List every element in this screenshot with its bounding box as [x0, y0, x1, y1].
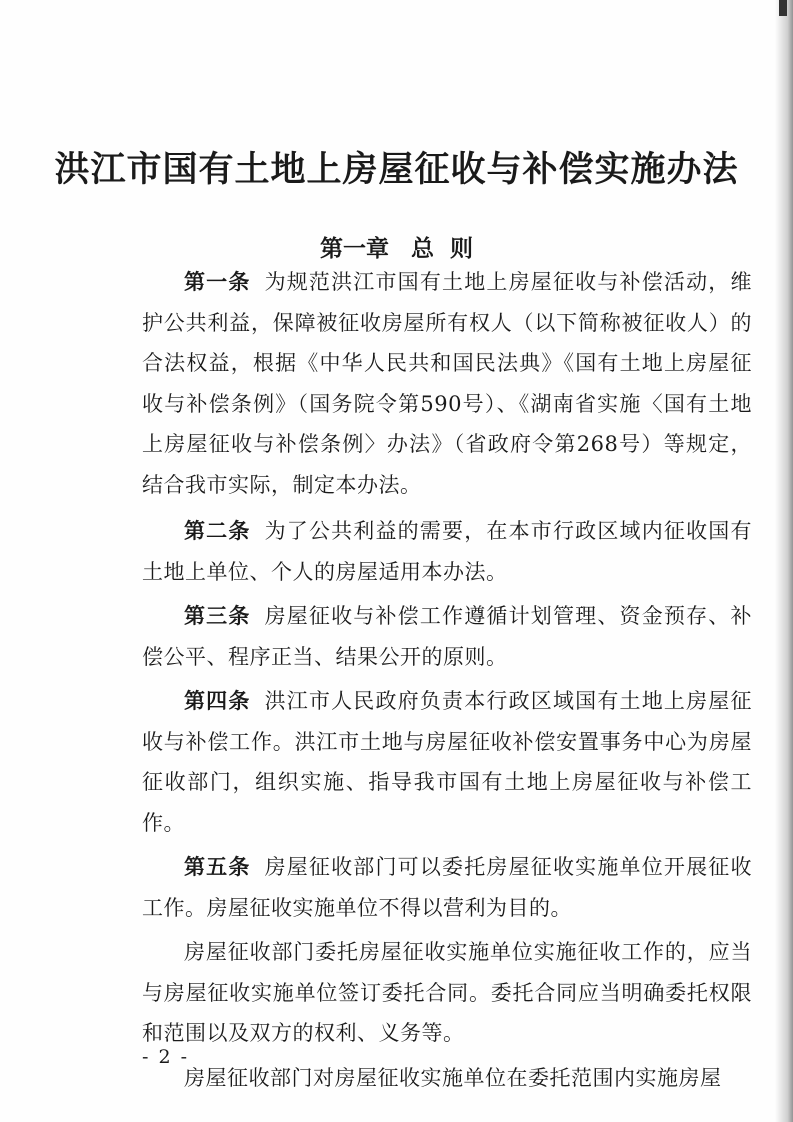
article-number: 第五条	[184, 855, 251, 879]
article-text: 为了公共利益的需要，在本市行政区域内征收国有土地上单位、个人的房屋适用本办法。	[142, 519, 752, 584]
body-paragraph	[142, 1058, 752, 1099]
article-number: 第三条	[184, 604, 251, 628]
chapter-heading	[0, 230, 793, 263]
article-number: 第四条	[184, 689, 251, 713]
article-paragraph	[142, 511, 752, 592]
article-paragraph	[142, 596, 752, 677]
document-body	[142, 262, 752, 1098]
chapter-name: 总 则	[410, 236, 473, 262]
scan-corner-mark	[779, 0, 787, 16]
paragraph-text: 房屋征收部门对房屋征收实施单位在委托范围内实施房屋	[184, 1065, 722, 1090]
article-number: 第一条	[184, 270, 251, 294]
article-paragraph	[142, 847, 752, 928]
article-number: 第二条	[184, 519, 251, 543]
paragraph-text: 房屋征收部门委托房屋征收实施单位实施征收工作的，应当与房屋征收实施单位签订委托合同。委托合同应当明确委托权限和范围以及双方的权利、义务等。	[142, 940, 752, 1045]
article-text: 房屋征收与补偿工作遵循计划管理、资金预存、补偿公平、程序正当、结果公开的原则。	[142, 604, 752, 669]
body-paragraph	[142, 932, 752, 1054]
article-paragraph	[142, 262, 752, 505]
document-title: 洪江市国有土地上房屋征收与补偿实施办法	[54, 150, 739, 190]
article-text: 房屋征收部门可以委托房屋征收实施单位开展征收工作。房屋征收实施单位不得以营利为目的。	[142, 855, 752, 920]
page-number: - 2 -	[142, 1046, 190, 1068]
article-text: 洪江市人民政府负责本行政区域国有土地上房屋征收与补偿工作。洪江市土地与房屋征收补偿安置事务中心为房屋征收部门，组织实施、指导我市国有土地上房屋征收与补偿工作。	[142, 689, 752, 835]
chapter-number: 第一章	[319, 236, 389, 262]
article-text: 为规范洪江市国有土地上房屋征收与补偿活动，维护公共利益，保障被征收房屋所有权人（以下简称被征收人）的合法权益，根据《中华人民共和国民法典》《国有土地上房屋征收与补偿条例》（国务院令第590号）、《湖南省实施〈国有土地上房屋征收与补偿条例〉办法》（省政府令第268号）等规定，结合我市实际，制定本办法。	[142, 270, 752, 497]
article-paragraph	[142, 681, 752, 843]
